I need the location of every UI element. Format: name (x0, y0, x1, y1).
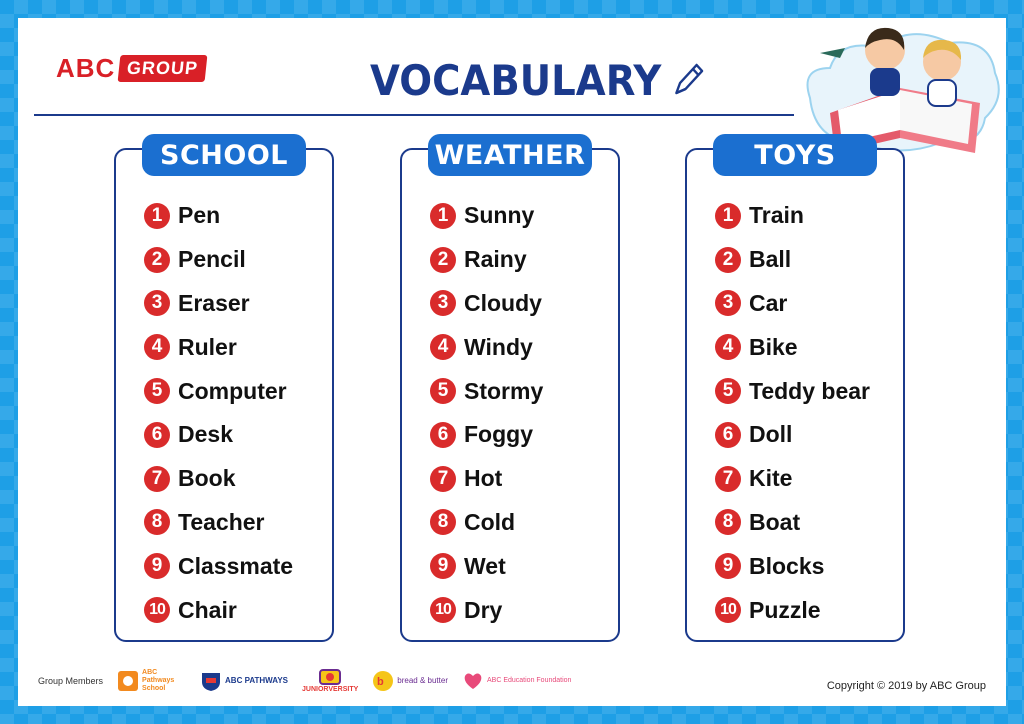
list-item (430, 369, 543, 413)
number-badge: 10 (715, 597, 741, 623)
group-members-label: Group Members (38, 675, 104, 686)
column-school (114, 139, 334, 642)
number-badge: 5 (430, 378, 456, 404)
number-badge: 3 (430, 290, 456, 316)
shield-icon (200, 670, 222, 692)
number-badge: 5 (715, 378, 741, 404)
column-heading: WEATHER (428, 134, 592, 176)
list-item (144, 238, 293, 282)
number-badge: 7 (144, 466, 170, 492)
column-heading: TOYS (713, 134, 877, 176)
vocab-word: Windy (464, 333, 533, 360)
list-item (144, 369, 293, 413)
list-item (430, 588, 543, 632)
brand-group: GROUP (118, 55, 208, 82)
list-item (144, 325, 293, 369)
number-badge: 10 (430, 597, 456, 623)
vocab-word: Car (749, 289, 788, 316)
worksheet-sheet (18, 18, 1006, 706)
list-item (144, 588, 293, 632)
vocab-word: Pencil (178, 246, 246, 273)
logo-text: ABC PATHWAYS (225, 676, 288, 685)
list-item (144, 501, 293, 545)
word-list (144, 194, 293, 632)
list-item (144, 457, 293, 501)
list-item (715, 501, 870, 545)
vocab-word: Classmate (178, 552, 294, 579)
vocab-word: Stormy (464, 377, 544, 404)
list-item (715, 588, 870, 632)
list-item (430, 413, 543, 457)
bread-and-butter-logo (372, 670, 448, 692)
number-badge: 7 (430, 466, 456, 492)
vocab-word: Dry (464, 596, 503, 623)
number-badge: 2 (144, 247, 170, 273)
vocab-word: Puzzle (749, 596, 821, 623)
list-item (715, 282, 870, 326)
number-badge: 3 (144, 290, 170, 316)
number-badge: 7 (715, 466, 741, 492)
list-item (430, 544, 543, 588)
number-badge: 1 (430, 203, 456, 229)
vocab-word: Cold (464, 508, 516, 535)
number-badge: 4 (144, 334, 170, 360)
list-item (715, 325, 870, 369)
list-item (715, 194, 870, 238)
number-badge: 2 (715, 247, 741, 273)
vocab-word: Eraser (178, 289, 250, 316)
column-heading: SCHOOL (142, 134, 306, 176)
vocab-word: Sunny (464, 202, 535, 229)
logo-text: ABC Pathways School (142, 668, 175, 692)
list-item (144, 282, 293, 326)
list-item (715, 457, 870, 501)
list-item (715, 413, 870, 457)
list-item (715, 369, 870, 413)
number-badge: 1 (144, 203, 170, 229)
list-item (144, 413, 293, 457)
vocab-word: Rainy (464, 246, 527, 273)
list-item (715, 238, 870, 282)
number-badge: 2 (430, 247, 456, 273)
number-badge: 9 (715, 553, 741, 579)
vocab-word: Ball (749, 246, 792, 273)
logo-text: ABC Education Foundation (486, 677, 572, 684)
vocab-word: Kite (749, 465, 793, 492)
vocab-word: Hot (464, 465, 503, 492)
juniorversity-logo (302, 668, 358, 693)
vocab-word: Blocks (749, 552, 825, 579)
heart-icon (462, 671, 484, 691)
vocab-word: Train (749, 202, 804, 229)
logo-text: bread & butter (397, 676, 448, 685)
number-badge: 8 (430, 509, 456, 535)
vocab-word: Desk (178, 421, 233, 448)
list-item (430, 238, 543, 282)
vocab-word: Pen (178, 202, 221, 229)
crest-icon (318, 668, 342, 686)
brand-abc: ABC (56, 52, 116, 83)
vocab-word: Bike (749, 333, 798, 360)
vocab-word: Doll (749, 421, 793, 448)
word-list (430, 194, 543, 632)
abc-pathways-kindergarten-logo (200, 670, 288, 692)
column-weather (400, 139, 620, 642)
column-toys (685, 139, 905, 642)
list-item (430, 282, 543, 326)
sun-mark-icon (117, 670, 139, 692)
vocab-word: Boat (749, 508, 801, 535)
list-item (430, 194, 543, 238)
number-badge: 4 (430, 334, 456, 360)
page-title-text: VOCABULARY (370, 56, 662, 105)
list-item (144, 544, 293, 588)
number-badge: 6 (430, 422, 456, 448)
svg-text:b: b (377, 675, 385, 688)
number-badge: 5 (144, 378, 170, 404)
number-badge: 9 (430, 553, 456, 579)
bb-mark-icon (372, 670, 394, 692)
abc-pathways-school-logo (117, 669, 186, 693)
vocab-word: Teacher (178, 508, 265, 535)
vocab-word: Foggy (464, 421, 533, 448)
vocab-word: Chair (178, 596, 237, 623)
list-item (144, 194, 293, 238)
number-badge: 6 (715, 422, 741, 448)
word-list (715, 194, 870, 632)
list-item (430, 325, 543, 369)
list-item (430, 457, 543, 501)
pencil-icon (669, 61, 706, 101)
list-item (715, 544, 870, 588)
number-badge: 8 (144, 509, 170, 535)
group-members-footer (38, 668, 585, 693)
list-item (430, 501, 543, 545)
title-underline (34, 114, 794, 116)
abc-group-logo (48, 52, 214, 84)
number-badge: 4 (715, 334, 741, 360)
logo-text: JUNIORVERSITY (302, 686, 359, 693)
vocab-word: Book (178, 465, 236, 492)
number-badge: 3 (715, 290, 741, 316)
vocab-word: Teddy bear (749, 377, 870, 404)
number-badge: 9 (144, 553, 170, 579)
number-badge: 1 (715, 203, 741, 229)
vocab-word: Cloudy (464, 289, 542, 316)
page-title (370, 56, 705, 105)
number-badge: 10 (144, 597, 170, 623)
vocab-word: Wet (464, 552, 506, 579)
number-badge: 6 (144, 422, 170, 448)
vocab-word: Computer (178, 377, 287, 404)
copyright-notice: Copyright © 2019 by ABC Group (826, 680, 986, 692)
number-badge: 8 (715, 509, 741, 535)
vocab-word: Ruler (178, 333, 237, 360)
abc-education-foundation-logo (462, 671, 571, 691)
